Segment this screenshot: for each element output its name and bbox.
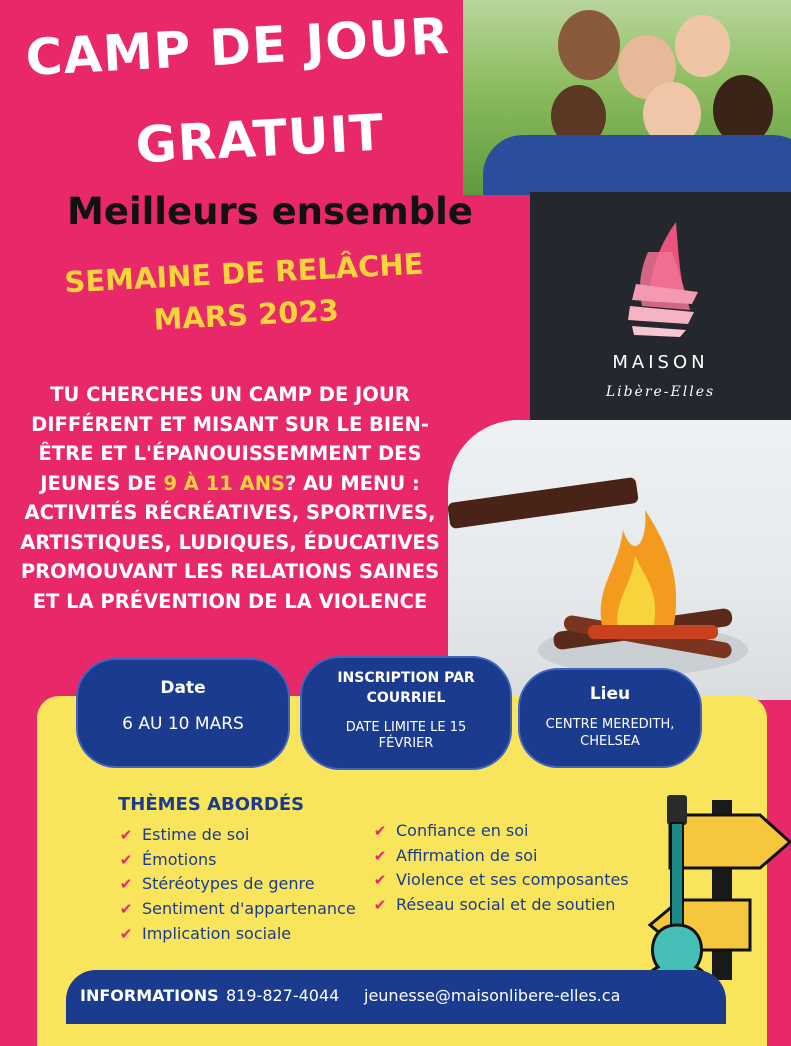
contact-phone: 819-827-4044 — [226, 986, 340, 1005]
logo-box — [530, 192, 791, 448]
list-item: ✔ Violence et ses composantes — [372, 868, 629, 893]
lieu-value: CENTRE MEREDITH, CHELSEA — [545, 717, 675, 749]
list-item: ✔ Réseau social et de soutien — [372, 893, 629, 918]
check-icon: ✔ — [119, 924, 133, 943]
inscription-label: INSCRIPTION PAR COURRIEL — [337, 670, 475, 706]
kids-photo — [463, 0, 791, 195]
check-icon: ✔ — [119, 900, 133, 919]
list-item: ✔ Affirmation de soi — [372, 844, 629, 869]
lieu-label: Lieu — [589, 684, 631, 704]
date-label: Date — [160, 678, 206, 698]
description-paragraph — [10, 380, 450, 616]
feather-logo-icon — [628, 222, 698, 337]
check-icon: ✔ — [119, 826, 133, 845]
check-icon: ✔ — [119, 850, 133, 869]
campfire-photo — [448, 420, 791, 700]
age-highlight: 9 À 11 ANS — [163, 471, 286, 495]
date-pill — [76, 658, 290, 768]
list-item: ✔ Confiance en soi — [372, 819, 629, 844]
title-line-2: GRATUIT — [134, 103, 386, 175]
check-icon: ✔ — [373, 896, 387, 915]
check-icon: ✔ — [373, 822, 387, 841]
logo-subname: Libère-Elles — [605, 384, 716, 400]
list-item: ✔ Estime de soi — [118, 823, 356, 848]
week-line-2: MARS 2023 — [152, 293, 340, 337]
subtitle: Meilleurs ensemble — [67, 190, 473, 233]
list-item: ✔ Sentiment d'appartenance — [118, 897, 356, 922]
description-part-1: TU CHERCHES UN CAMP DE JOUR DIFFÉRENT ET MISANT SUR LE BIEN-ÊTRE ET L'ÉPANOUISSEMMENT DES JEUNES DE — [31, 383, 429, 495]
list-item: ✔ Stéréotypes de genre — [118, 872, 356, 897]
themes-list-right — [372, 819, 629, 917]
fire-icon — [533, 500, 753, 680]
themes-list-left — [118, 823, 356, 946]
list-item: ✔ Implication sociale — [118, 921, 356, 946]
inscription-pill — [300, 656, 512, 770]
check-icon: ✔ — [373, 871, 387, 890]
logo-name: MAISON — [612, 352, 709, 373]
themes-title: THÈMES ABORDÉS — [118, 794, 305, 815]
description-part-2: ? AU MENU : ACTIVITÉS RÉCRÉATIVES, SPORTIVES, ARTISTIQUES, LUDIQUES, ÉDUCATIVES PROMOUVANT LES RELATIONS SAINES ET LA PRÉVENTION DE LA VIOLENCE — [20, 471, 440, 613]
inscription-value: DATE LIMITE LE 15 FÉVRIER — [345, 720, 467, 751]
list-item: ✔ Émotions — [118, 848, 356, 873]
check-icon: ✔ — [119, 875, 133, 894]
contact-email: jeunesse@maisonlibere-elles.ca — [364, 986, 621, 1005]
week-line-1: SEMAINE DE RELÂCHE — [63, 246, 425, 300]
check-icon: ✔ — [373, 846, 387, 865]
contact-label: INFORMATIONS — [80, 986, 219, 1005]
week-banner — [58, 242, 432, 345]
lieu-pill — [518, 668, 702, 768]
date-value: 6 AU 10 MARS — [122, 714, 244, 734]
contact-bar — [66, 970, 726, 1024]
title-line-1: CAMP DE JOUR — [24, 6, 452, 88]
